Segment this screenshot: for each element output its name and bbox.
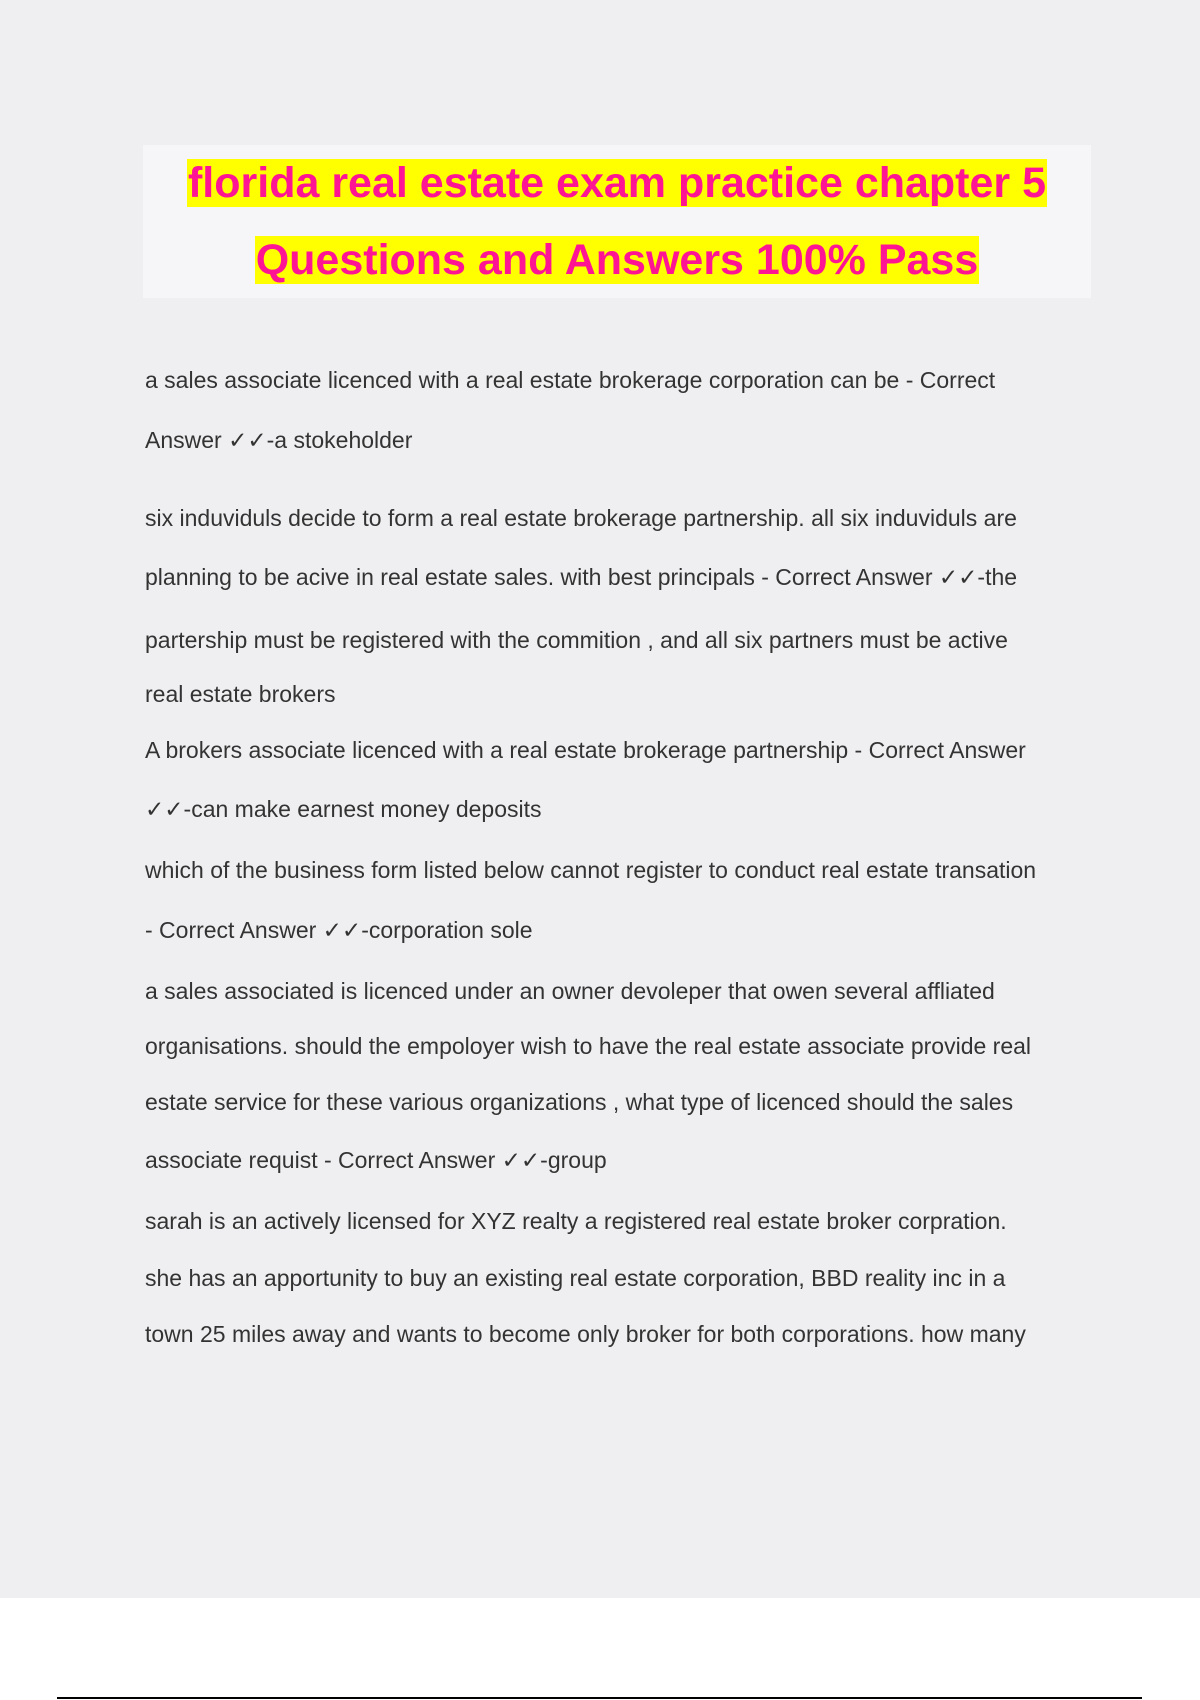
qa-line: real estate brokers — [145, 681, 336, 707]
qa-line: - Correct Answer ✓✓-corporation sole — [145, 917, 533, 943]
qa-line: a sales associated is licenced under an owner devoleper that owen several affliated — [145, 978, 995, 1004]
qa-line: estate service for these various organizations , what type of licenced should the sales — [145, 1089, 1014, 1115]
qa-line: which of the business form listed below cannot register to conduct real estate transation — [145, 857, 1037, 883]
qa-line: organisations. should the empoloyer wish to have the real estate associate provide real — [145, 1033, 1032, 1059]
qa-line: Answer ✓✓-a stokeholder — [145, 427, 413, 453]
qa-line: town 25 miles away and wants to become only broker for both corporations. how many — [145, 1321, 1026, 1347]
title-line-1: florida real estate exam practice chapter 5 — [187, 159, 1047, 207]
qa-line: a sales associate licenced with a real estate brokerage corporation can be - Correct — [145, 367, 996, 393]
qa-line: associate requist - Correct Answer ✓✓-group — [145, 1147, 607, 1173]
qa-line: ✓✓-can make earnest money deposits — [145, 796, 542, 822]
footer-divider — [57, 1697, 1142, 1699]
title-line-2: Questions and Answers 100% Pass — [255, 236, 979, 284]
qa-line: partership must be registered with the commition , and all six partners must be active — [145, 627, 1008, 653]
qa-line: she has an apportunity to buy an existing real estate corporation, BBD reality inc in a — [145, 1265, 1006, 1291]
qa-line: A brokers associate licenced with a real estate brokerage partnership - Correct Answer — [145, 737, 1026, 763]
document-title — [143, 145, 1091, 298]
qa-line: six induviduls decide to form a real estate brokerage partnership. all six induviduls are — [145, 505, 1017, 531]
qa-line: planning to be acive in real estate sales. with best principals - Correct Answer ✓✓-the — [145, 564, 1018, 590]
qa-line: sarah is an actively licensed for XYZ realty a registered real estate broker corpration. — [145, 1208, 1007, 1234]
